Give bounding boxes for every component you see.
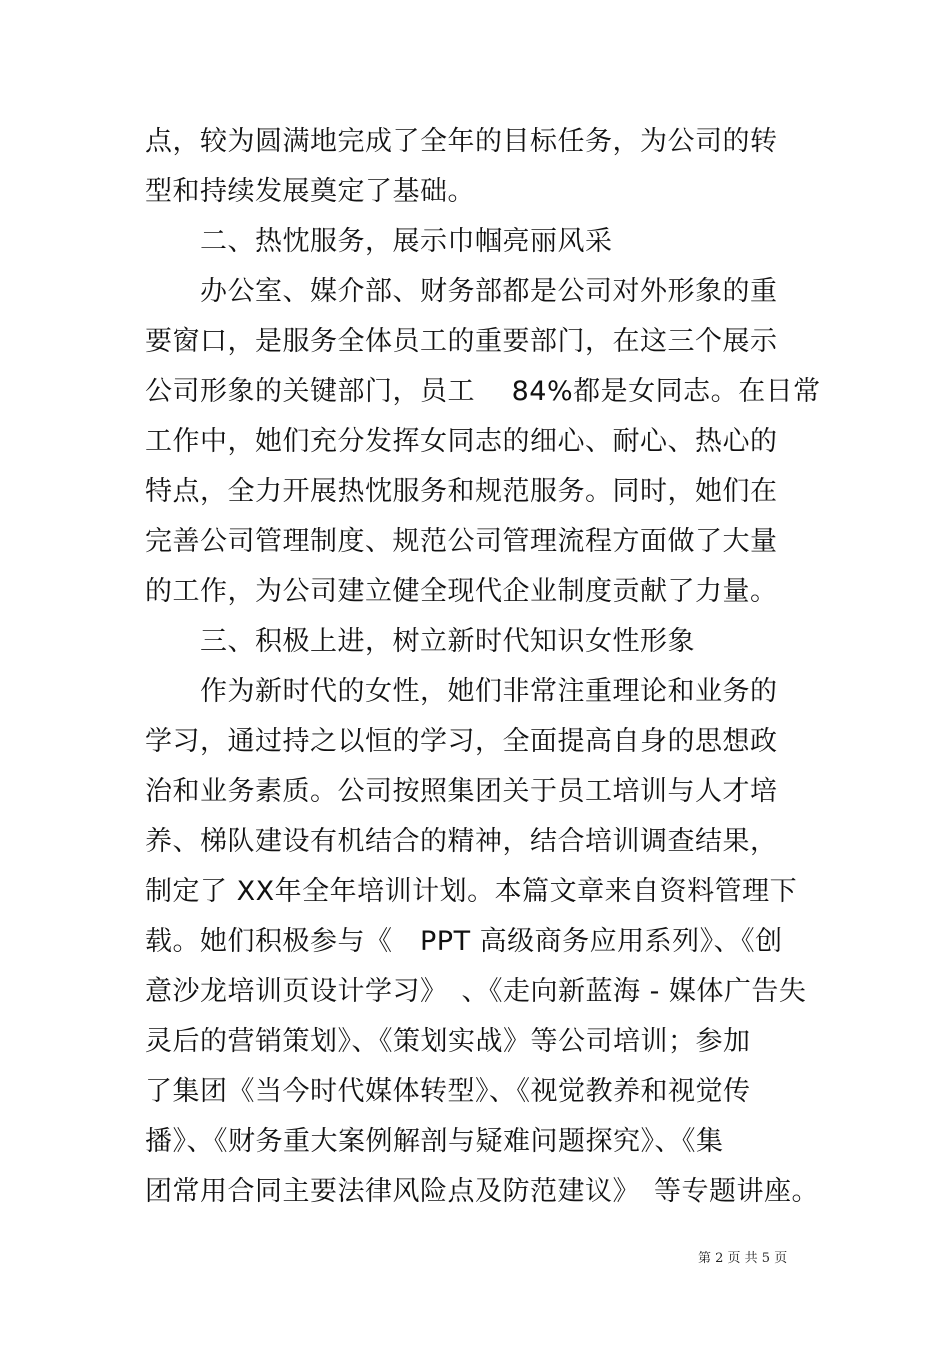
text-line: 载。她们积极参与《 PPT 高级商务应用系列》、《创 (145, 926, 783, 957)
text-line: 制定了 XX年全年培训计划。本篇文章来自资料管理下 (145, 876, 798, 907)
text-line: 要窗口，是服务全体员工的重要部门，在这三个展示 (145, 326, 778, 357)
section-heading: 二、热忱服务，展示巾帼亮丽风采 (200, 226, 613, 257)
text-line: 学习，通过持之以恒的学习，全面提高自身的思想政 (145, 726, 778, 757)
text-line: 工作中，她们充分发挥女同志的细心、耐心、热心的 (145, 426, 778, 457)
text-line: 作为新时代的女性，她们非常注重理论和业务的 (200, 676, 778, 707)
section-heading: 三、积极上进，树立新时代知识女性形象 (200, 626, 695, 657)
text-line: 完善公司管理制度、规范公司管理流程方面做了大量 (145, 526, 778, 557)
text-line: 点，较为圆满地完成了全年的目标任务，为公司的转 (145, 126, 778, 157)
text-line: 特点，全力开展热忱服务和规范服务。同时，她们在 (145, 476, 778, 507)
text-line: 养、梯队建设有机结合的精神，结合培训调查结果， (145, 826, 778, 857)
text-line: 治和业务素质。公司按照集团关于员工培训与人才培 (145, 776, 778, 807)
text-line: 团常用合同主要法律风险点及防范建议》 等专题讲座。 (145, 1176, 819, 1207)
text-line: 灵后的营销策划》、《策划实战》等公司培训；参加 (145, 1026, 751, 1057)
text-line: 公司形象的关键部门，员工 84%都是女同志。在日常 (145, 376, 821, 407)
text-line: 了集团《当今时代媒体转型》、《视觉教养和视觉传 (145, 1076, 751, 1107)
text-line: 意沙龙培训页设计学习》 、《走向新蓝海 - 媒体广告失 (145, 976, 807, 1007)
text-line: 播》、《财务重大案例解剖与疑难问题探究》、《集 (145, 1126, 724, 1157)
text-line: 的工作，为公司建立健全现代企业制度贡献了力量。 (145, 576, 778, 607)
text-line: 型和持续发展奠定了基础。 (145, 176, 475, 207)
page-number: 第 2 页 共 5 页 (698, 1251, 788, 1266)
text-line: 办公室、媒介部、财务部都是公司对外形象的重 (200, 276, 778, 307)
